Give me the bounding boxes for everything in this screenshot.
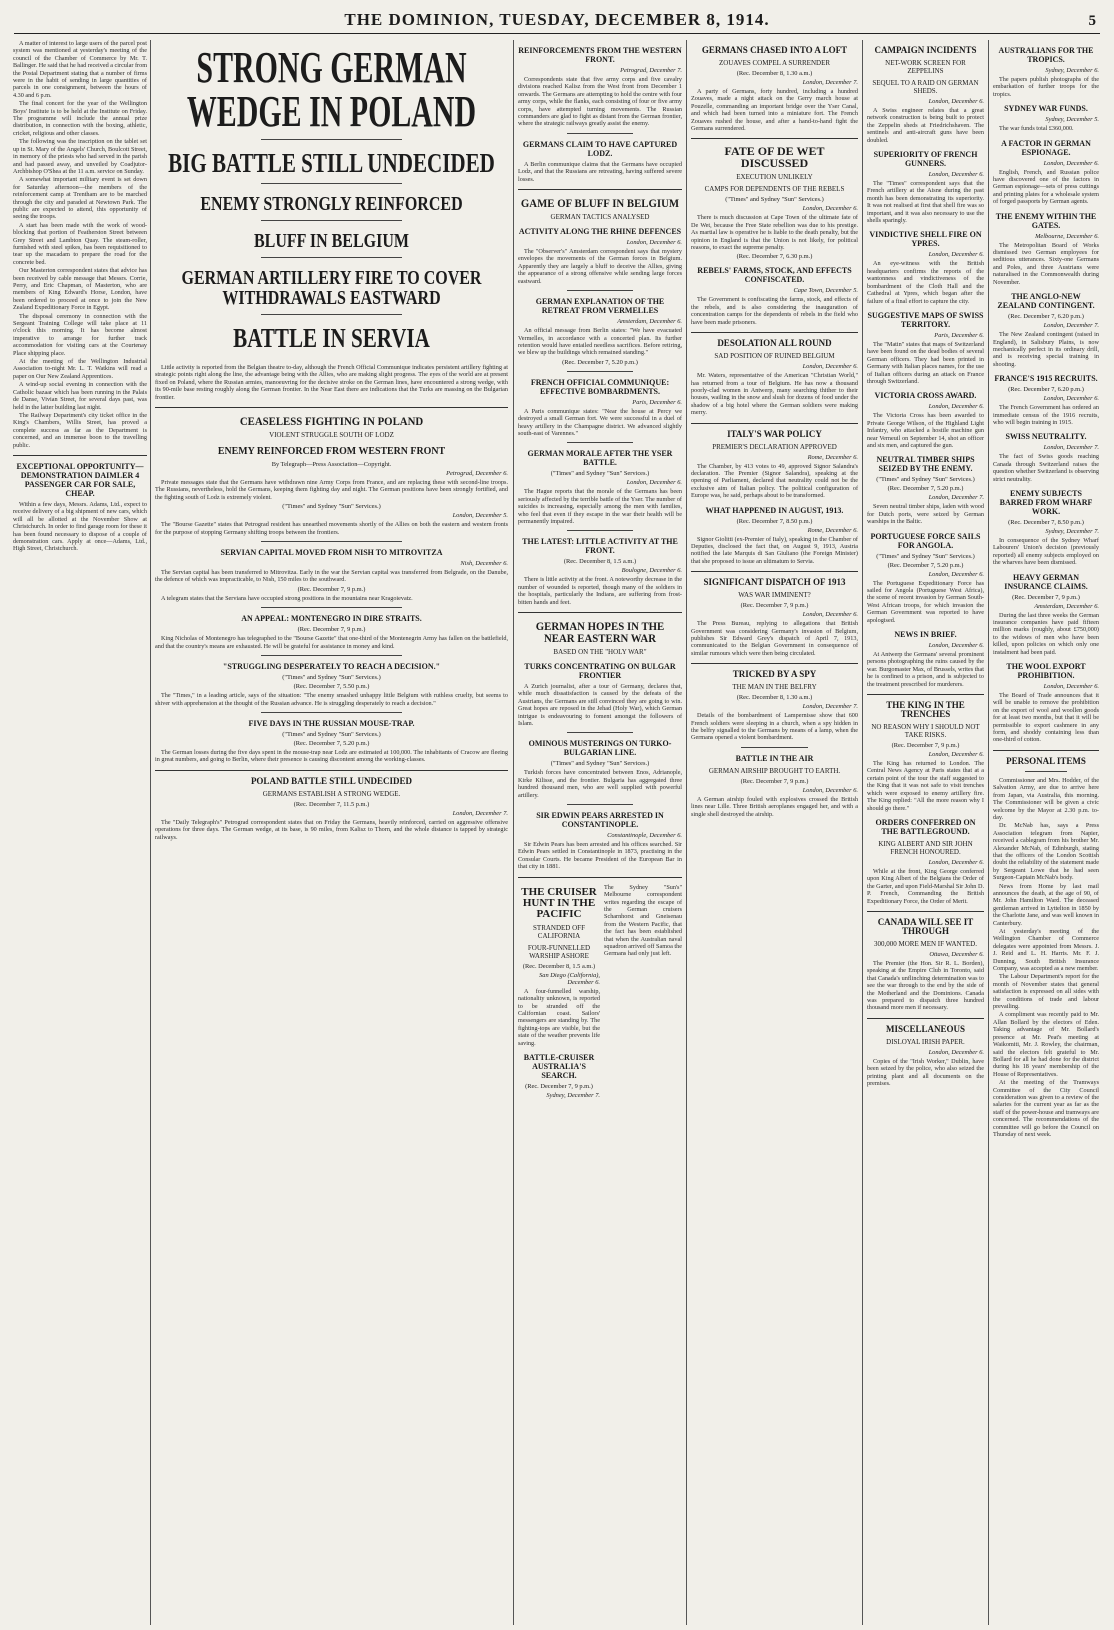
dateline: Sydney, December 5.: [1045, 116, 1099, 124]
dateline: Amsterdam, December 6.: [617, 318, 682, 326]
section-heading: ENEMY SUBJECTS BARRED FROM WHARF WORK.: [999, 488, 1093, 516]
dateline: London, December 6.: [626, 239, 682, 247]
section-heading: FRENCH OFFICIAL COMMUNIQUE: EFFECTIVE BOMBARDMENTS.: [530, 377, 670, 396]
headline: GERMAN ARTILLERY FIRE TO COVER WITHDRAWALS EASTWARD: [181, 267, 482, 309]
section-heading: ORDERS CONFERRED ON THE BATTLEGROUND.: [875, 817, 976, 836]
section-heading: SUGGESTIVE MAPS OF SWISS TERRITORY.: [867, 310, 984, 329]
received-time: (Rec. December 8, 1.5 a.m.): [563, 558, 637, 566]
paragraph: The King has returned to London. The Central News Agency at Paris states that at a certain point of the tour the staff suggested to the King that it was not safe to visit trenches which were exposed to enemy artillery fire. The King replied: "All the more reason why I should go there.": [867, 760, 984, 812]
paragraph: Dr. McNab has, says a Press Association telegram from Napier, received a cablegram from his brother Mr. Alexander McNab, of Edinburgh, stating that the officers of the London Scottish doubt the reliability of the statement made by Sergeant Lowe that he had seen Surgeon-Captain McNab's body.: [993, 822, 1099, 882]
paragraph: Turkish forces have concentrated between Enos, Adrianople, Kirke Kilisse, and the frontier. Bulgaria has aggregated three hundred thousand men, who are well supplied with powerful artillery.: [518, 769, 682, 799]
divider: [567, 442, 633, 443]
paragraph: In consequence of the Sydney Wharf Labourers' Union's decision (previously reported) all enemy subjects employed on the wharves have been dismissed.: [993, 536, 1099, 567]
paragraph: The Premier (the Hon. Sir R. L. Borden), speaking at the Empire Club in Toronto, said that Canada's unflinching determination was to see the war through to the end by the side of the Motherland and the Dominions. Canada was prepared to dispatch three hundred thousand more men if necessary.: [867, 959, 984, 1012]
paragraph: The Board of Trade announces that it will be unable to remove the prohibition on the export of wool and woollen goods for at least two months, but that it will be permissible to export cashmere in any form, and shoddy containing less than one-third of cotton.: [993, 692, 1099, 744]
paragraph: The Railway Department's city ticket office in the King's Chambers, Willis Street, has proved a complete success as far as the Department is concerned, and an immense boon to the travelling public.: [13, 411, 147, 449]
paragraph: The war funds total £360,000.: [999, 125, 1074, 133]
paragraph: Details of the bombardment of Lampernisse show that 600 French soldiers were sleeping in a church, when a spy hidden in the belfry signalled to the Germans by means of a lamp, when the Germans opened a violent bombardment.: [691, 712, 858, 742]
dateline: London, December 6.: [802, 786, 858, 794]
dateline: London, December 7.: [452, 809, 508, 817]
divider: [567, 133, 633, 134]
paragraph: There is little activity at the front. A noteworthy decrease in the number of wounded is reported, though many of the soldiers in the hospitals, particularly the Indians, are suffering from frost-bitten hands and feet.: [518, 576, 682, 606]
received-time: (Rec. December 7, 5.50 p.m.): [293, 683, 370, 691]
column-main-story: [152, 40, 511, 1625]
section-heading: CANADA WILL SEE IT THROUGH: [877, 916, 974, 936]
paragraph: The Press Bureau, replying to allegations that British Government was considering Germany's invasion of Belgium, publishes Sir Edward Grey's dispatch of April 7, 1913, communicated to the Belgian Government in consequence of similar rumours which were then being circulated.: [691, 620, 858, 657]
section-heading: ACTIVITY ALONG THE RHINE DEFENCES: [518, 227, 682, 237]
section-heading: THE ENEMY WITHIN THE GATES.: [995, 211, 1097, 230]
subheadline: KING ALBERT AND SIR JOHN FRENCH HONOURED.: [878, 839, 973, 856]
divider: [261, 314, 402, 315]
section-heading: AUSTRALIANS FOR THE TROPICS.: [998, 46, 1094, 64]
dateline: Boulogne, December 6.: [621, 567, 682, 575]
paragraph: The Labour Department's report for the month of November states that general satisfaction is expressed on all sides with the conditions of trade and labour prevailing.: [993, 973, 1099, 1011]
divider: [567, 290, 633, 291]
section-heading: SUPERIORITY OF FRENCH GUNNERS.: [873, 150, 978, 169]
dateline: London, December 6.: [928, 1048, 984, 1056]
paragraph: An eye-witness with the British headquarters confirms the reports of the wantonness and vindictiveness of the bombardment of the Cloth Hall and the Cathedral at Ypres, which began after the failure of a final effort to capture the city.: [867, 260, 984, 305]
dateline: London, December 6.: [928, 858, 984, 866]
paragraph: An official message from Berlin states: "We have evacuated Vermelles, in accordance with a concerted plan. Its further retention would have entailed needless sacrifices. Before retiring, we blew up the buildings which remained standing.": [518, 327, 682, 357]
paragraph: Our Masterton correspondent states that advice has been received by cable message that Messrs. Corrie, Perry, and Eric Chapman, of Masterton, who are members of King Edward's Horse, London, have been ordered to proceed at once to join the New Zealand Expeditionary Force in Egypt.: [13, 267, 147, 312]
column-rule: [862, 40, 863, 1625]
section-heading: HEAVY GERMAN INSURANCE CLAIMS.: [1004, 572, 1088, 591]
subheadline: PREMIER'S DECLARATION APPROVED: [712, 442, 837, 451]
section-heading: VICTORIA CROSS AWARD.: [874, 391, 977, 401]
divider: [261, 607, 402, 608]
dateline: London, December 6.: [928, 251, 984, 259]
dateline: Paris, December 6.: [632, 398, 682, 406]
section-heading: NEWS IN BRIEF.: [894, 630, 957, 640]
section-heading: SYDNEY WAR FUNDS.: [1004, 104, 1088, 114]
wire-source: ("Times" and Sydney "Sun" Services.): [550, 760, 650, 768]
paragraph: The "Daily Telegraph's" Petrograd correspondent states that on Friday the Germans, heavily reinforced, carried on aggressive offensive operations for three days. The German wedge, at its base, is 90 miles, from Kalisz to Thorn, and the whole distance is tapped by strategic railways.: [155, 818, 508, 841]
divider: [518, 612, 682, 613]
column-rule: [150, 40, 151, 1625]
wire-source: ("Times" and Sydney "Sun" Services.): [282, 674, 381, 682]
dateline: London, December 6.: [928, 642, 984, 650]
section-heading: SERVIAN CAPITAL MOVED FROM NISH TO MITROVITZA: [220, 548, 443, 558]
column-rule: [686, 40, 687, 1625]
dateline: London, December 6.: [802, 611, 858, 619]
paragraph: The Metropolitan Board of Works dismissed two German employees for seditious utterances. Sixty-one Germans and Poles, and three Austrians were naturalised in the Commonwealth during November.: [993, 241, 1099, 286]
divider: [261, 220, 402, 221]
dateline: London, December 7.: [1043, 444, 1099, 452]
column-western-front: [515, 40, 685, 1625]
divider: [567, 732, 633, 733]
dateline: London, December 6.: [928, 98, 984, 105]
section-heading: SIR EDWIN PEARS ARRESTED IN CONSTANTINOPLE.: [536, 811, 664, 830]
paragraph: The New Zealand contingent (raised in England), in Salisbury Plains, is now mechanically perfect in its ordinary drill, and is receiving special training in shooting.: [993, 331, 1099, 368]
wire-source: ("Times" and Sydney "Sun" Services.): [876, 476, 975, 484]
paragraph: The following was the inscription on the tablet set up in St. Mary of the Angels' Church, Boulcott Street, in memory of the priests who had served in the parish and had passed away, and unveiled by Coadjutor-Archbishop O'Shea at the 11 a.m. service on Sunday.: [13, 138, 147, 175]
wire-source: ("Times" and Sydney "Sun" Services.): [550, 470, 650, 478]
section-heading: NEUTRAL TIMBER SHIPS SEIZED BY THE ENEMY.: [876, 455, 975, 474]
dateline: London, December 7.: [928, 494, 984, 502]
paragraph: A party of Germans, forty hundred, including a hundred Zouaves, made a night attack on the Gerry march house at Pouzelle, commanding an important bridge over the Yser Canal, and which had been turned into a miniature fort. The French Zouaves rushed the house, and after a hand-to-hand fight the Germans surrendered.: [691, 88, 858, 133]
section-heading: A FACTOR IN GERMAN ESPIONAGE.: [1001, 138, 1091, 157]
dateline: London, December 6.: [1043, 159, 1099, 167]
section-heading: DESOLATION ALL ROUND: [717, 338, 832, 349]
dateline: London, December 6.: [802, 205, 858, 213]
paragraph: The Servian capital has been transferred to Mitrovitza. Early in the war the Servian capital was transferred from Belgrade, on the Danube, the defence of which was impracticable, to Nish, 150 miles to the southward.: [155, 569, 508, 584]
received-time: (Rec. December 7, 11.5 p.m.): [293, 800, 370, 808]
paragraph: While at the front, King George conferred upon King Albert of the Belgians the Order of the Garter, and upon Field-Marshal Sir John D. P. French, Commanding the British Expeditionary Force, the Order of Merit.: [867, 867, 984, 905]
divider: [261, 183, 402, 184]
section-heading: REBELS' FARMS, STOCK, AND EFFECTS CONFISCATED.: [697, 266, 852, 285]
section-heading: MISCELLANEOUS: [885, 1023, 966, 1034]
paragraph: King Nicholas of Montenegro has telegraphed to the "Bourse Gazette" that one-third of the Montenegrin Army has fallen on the battlefield, and that the country's means are exhausted. He will be grateful for assistance in money and kind.: [155, 635, 508, 650]
divider: [567, 804, 633, 805]
dateline: Amsterdam, December 6.: [1034, 602, 1099, 610]
dateline: London, December 6.: [928, 570, 984, 578]
divider: [567, 371, 633, 372]
paragraph: A Swiss engineer relates that a great network construction is being built to protect the Zeppelin sheds at Friedrichshaven. The sentinels and anti-aircraft guns have been doubled.: [867, 107, 984, 144]
newspaper-title: THE DOMINION, TUESDAY, DECEMBER 8, 1914.: [344, 10, 770, 29]
dateline: Petrograd, December 6.: [446, 470, 508, 478]
dateline: London, December 6.: [928, 171, 984, 179]
dateline: Sydney, December 7.: [546, 1091, 600, 1099]
wire-source: ("Times" and Sydney "Sun" Services.): [725, 196, 824, 204]
dateline: Paris, December 6.: [934, 331, 984, 339]
paragraph: The "Bourse Gazette" states that Petrograd resident has unearthed movements shortly of the Allies on both the eastern and western fronts for the purpose of stopping Germany shifting troops between the frontiers.: [155, 521, 508, 536]
paragraph: The Victoria Cross has been awarded to Private George Wilson, of the Highland Light Infantry, who attacked a hostile machine gun near Verneuil on September 14, shot an officer and six men, and captured the gun.: [867, 412, 984, 449]
paragraph: The Sydney "Sun's" Melbourne correspondent writes regarding the escape of the German cruisers Scharnhorst and Gneisenau from the Western Pacific, that the fact has been established that when the Australian naval squadron arrived off Samoa the Germans had only just left.: [604, 883, 682, 958]
divider: [155, 407, 508, 408]
received-time: (Rec. December 7, 9 p.m.): [297, 626, 366, 634]
paragraph: The papers publish photographs of the embarkation of further troops for the tropics.: [993, 76, 1099, 98]
section-heading: FRANCE'S 1915 RECRUITS.: [994, 374, 1098, 384]
dateline: Melbourne, December 6.: [1035, 232, 1099, 240]
divider: [261, 712, 402, 713]
column-rule: [513, 40, 514, 1625]
received-time: (Rec. December 7, 9 p.m.): [297, 585, 366, 593]
subheadline: 300,000 MORE MEN IF WANTED.: [874, 939, 977, 948]
headline: BIG BATTLE STILL UNDECIDED: [168, 148, 495, 178]
paragraph: Mr. Waters, representative of the American "Christian World," has returned from a tour of Belgium. He has now a thousand poorly-clad women in Antwerp, many searching thither to their houses, wailing in the snow and slush for dozens of food under the shadow of a big hotel where the German soldiers were making merry.: [691, 372, 858, 417]
wire-source: ("Times" and Sydney "Sun" Services.): [282, 503, 381, 511]
paragraph: The Hague reports that the morale of the Germans has been seriously affected by the terrible battle of the Yser. The number of suicides is increasing, especially among the men with families, who feel that even if they escape in the war their health will be permanently impaired.: [518, 488, 682, 525]
paragraph: During the last three weeks the German insurance companies have paid fifteen million marks (roughly, about £750,000) to the widows of men who have been killed, upon policies on which only one instalment had been paid.: [993, 611, 1099, 656]
received-time: (Rec. December 8, 1.30 a.m.): [736, 70, 813, 77]
headline: ENEMY REINFORCED FROM WESTERN FRONT: [217, 445, 446, 458]
subheadline: GERMANS ESTABLISH A STRONG WEDGE.: [262, 789, 401, 798]
divider: [261, 257, 402, 258]
section-heading: GERMAN MORALE AFTER THE YSER BATTLE.: [527, 449, 673, 468]
paragraph: Commissioner and Mrs. Hodder, of the Salvation Army, are due to arrive here from Japan, via Australia, this morning. The Commissioner will be given a civic welcome by the Mayor at 2.30 p.m. to-day.: [993, 776, 1099, 821]
divider: [518, 189, 682, 190]
section-heading: TURKS CONCENTRATING ON BULGAR FRONTIER: [524, 662, 676, 680]
paragraph: A wind-up social evening in connection with the Catholic bazaar which has been running in the Palais de Danse, Vivian Street, for several days past, was held in the latter building last night.: [13, 381, 147, 411]
paragraph: Correspondents state that five army corps and five cavalry divisions reached Kalisz from the West front from December 1 onwards. The Germans are attempting to hold the centre with four army corps, while the flanks, each consisting of four or five army corps, have attempted turning movements. The Russian commanders are glad to fight as distant from the German frontier, where the strategic railways greatly assist the enemy.: [518, 76, 682, 128]
divider: [1025, 771, 1067, 772]
column-australasian: [990, 40, 1102, 1625]
advertisement-body: Within a few days, Messrs. Adams, Ltd., expect to receive delivery of a big shipment of new cars, which will all be allotted at the November Show at Christchurch. In order to find garage room for these it has been found necessary to dispose of a couple of demonstration cars. Apply at once—Adams, Ltd., High Street, Christchurch.: [13, 500, 147, 553]
section-heading: THE KING IN THE TRENCHES: [886, 700, 965, 720]
paragraph: A Paris communique states: "Near the house at Percy we destroyed a small German fort. We were successful in a duel of heavy artillery in the Champagne district. We advanced slightly south-east of Varennes.": [518, 407, 682, 437]
paragraph: Signor Giolitti (ex-Premier of Italy), speaking in the Chamber of Deputies, disclosed the fact that, on August 9, 1913, Austria notified the late Marquis di San Giuliano (the Foreign Minister) that she proposed to issue an ultimatum to Servia.: [691, 535, 858, 565]
wire-source: By Telegraph—Press Association—Copyright.: [271, 461, 392, 469]
paragraph: At Antwerp the Germans' several prominent persons photographing the ruins caused by the war. Burgomaster Max, of Brussels, writes that he is confined to a prison, and is subjected to the treatment prescribed for murderers.: [867, 651, 984, 688]
subheadline: ZOUAVES COMPEL A SURRENDER: [718, 59, 831, 67]
paragraph: A telegram states that the Servians have occupied strong positions in the mountains near Kragoievatz.: [161, 594, 413, 602]
headline: BATTLE IN SERVIA: [233, 323, 430, 353]
paragraph: The fact of Swiss goods reaching Canada through Switzerland raises the question whether Switzerland is observing strict neutrality.: [993, 453, 1099, 483]
paragraph: A Zurich journalist, after a tour of Germany, declares that, while much dissatisfaction is caused by the defeats of the Austrians, the Germans are still convinced they are going to win. Great hopes are reposed in the Jehad (Holy War), which German intrigue is endeavouring to foment amongst the followers of Islam.: [518, 683, 682, 728]
divider: [691, 571, 858, 572]
divider: [691, 663, 858, 664]
section-heading: PORTUGUESE FORCE SAILS FOR ANGOLA.: [870, 531, 981, 550]
dateline: Ottawa, December 6.: [929, 950, 984, 958]
section-heading: TRICKED BY A SPY: [732, 669, 817, 680]
section-heading: GERMAN EXPLANATION OF THE RETREAT FROM VERMELLES: [535, 297, 665, 316]
divider: [261, 139, 402, 140]
subheadline: NO REASON WHY I SHOULD NOT TAKE RISKS.: [871, 723, 980, 740]
section-heading: AN APPEAL: MONTENEGRO IN DIRE STRAITS.: [241, 614, 422, 624]
summary-paragraph: Little activity is reported from the Belgian theatre to-day, although the French Official Communique indicates persistent artillery fighting at strategic points right along the line, the advantage being with the Allies, who are making slight progress. The eyes of the world are at present fixed on Poland, where the Russian armies, manoeuvring for the decisive stroke on the German lines, have encountered a strong wedge, with its 90-mile base resting roughly along the German frontier. In the Near East there are indications that the Turks are massing on the Bulgarian frontier.: [155, 364, 508, 401]
page-number: 5: [1088, 13, 1096, 29]
paragraph: The French Government has ordered an immediate census of the 1916 recruits, who will begin training in 1915.: [993, 404, 1099, 426]
received-time: (Rec. December 7, 9 p.m.): [891, 742, 960, 750]
section-heading: BATTLE IN THE AIR: [735, 753, 814, 763]
paragraph: The Government is confiscating the farms, stock, and effects of the rebels, and is also considering the inauguration of concentration camps for the dependents of rebels in the field who have been made prisoners.: [691, 296, 858, 326]
paragraph: Seven neutral timber ships, laden with wood for Dutch ports, were seized by German warships in the Baltic.: [867, 503, 984, 526]
wire-source: ("Times" and Sydney "Sun" Services.): [876, 552, 975, 560]
dateline: London, December 6.: [928, 403, 984, 411]
subheadline: EXECUTION UNLIKELY: [736, 173, 813, 182]
section-heading: BATTLE-CRUISER AUSTRALIA'S SEARCH.: [523, 1052, 595, 1080]
subheadline: SEQUEL TO A RAID ON GERMAN SHEDS.: [872, 79, 979, 95]
headline: GERMAN HOPES IN THE NEAR EASTERN WAR: [535, 619, 665, 645]
headline: GAME OF BLUFF IN BELGIUM: [520, 196, 680, 211]
divider: [691, 423, 858, 424]
section-heading: GERMANS CHASED INTO A LOFT: [701, 45, 848, 55]
dateline: Constantinople, December 6.: [607, 832, 682, 840]
headline: ENEMY STRONGLY REINFORCED: [200, 193, 463, 215]
paragraph: At yesterday's meeting of the Wellington Chamber of Commerce delegates were appointed from Messrs. J. J. Reid and L. H. Harris. Mr. F. J. Dunning, South British Insurance Company, was accepted as a new member.: [993, 928, 1099, 973]
paragraph: The "Matin" states that maps of Switzerland have been found on the dead bodies of several German officers. They had been printed in Germany with Italian places names, for the use of Italian officers during an attack on France through Switzerland.: [867, 340, 984, 385]
received-time: (Rec. December 7, 8.50 p.m.): [1008, 518, 1084, 526]
divider: [867, 911, 984, 912]
dateline: London, December 7.: [802, 703, 858, 711]
subheadline: CAMPS FOR DEPENDENTS OF THE REBELS: [704, 185, 845, 194]
dateline: Sydney, December 7.: [1045, 527, 1099, 535]
received-time: (Rec. December 8, 1.5 a.m.): [522, 962, 596, 970]
section-heading: VINDICTIVE SHELL FIRE ON YPRES.: [869, 230, 982, 249]
received-time: (Rec. December 7, 6.20 p.m.): [1008, 386, 1084, 394]
divider: [691, 332, 858, 333]
paragraph: The "Times" correspondent says that the French artillery at the Aisne during the past month has been demonstrating its superiority. It was not realised at first that shell fire was so important, and it was also necessary to use the shells sparingly.: [867, 180, 984, 225]
paragraph: English, French, and Russian police have discovered one of the factors in German espionage—sets of press cuttings and printing plates for a wholesale system of forged passports by German agents.: [993, 168, 1099, 206]
divider: [518, 877, 682, 878]
section-heading: PERSONAL ITEMS: [1006, 755, 1086, 766]
divider: [993, 750, 1099, 751]
section-heading: GERMANS CLAIM TO HAVE CAPTURED LODZ.: [522, 139, 678, 158]
section-heading: OMINOUS MUSTERINGS ON TURKO-BULGARIAN LINE.: [528, 739, 672, 758]
divider: [741, 747, 808, 748]
dateline: Rome, December 6.: [807, 453, 858, 461]
headline: FATE OF DE WET DISCUSSED: [724, 144, 825, 171]
paragraph: The "Times," in a leading article, says of the situation: "The enemy smashed unhappy little Belgium with ruthless cruelty, but seems to shiver with apprehension at the thought of the Russian advance. He is struggling desperately to reach a decision.": [155, 692, 508, 707]
received-time: (Rec. December 7, 8.50 p.m.): [736, 517, 813, 525]
divider: [867, 694, 984, 695]
paragraph: Private messages state that the Germans have withdrawn nine Army Corps from France, and are replacing these with second-line troops. The Russians, nevertheless, hold the Germans, keeping them fighting day and night. The German positions have been strongly fortified, and the fighting south of Lodz is extremely violent.: [155, 479, 508, 501]
paragraph: The Portuguese Expeditionary Force has sailed for Angola (Portuguese West Africa), the scene of recent invasion by German South-West African troops, for which invasion the German Government was reported to have apologised.: [867, 579, 984, 624]
dateline: London, December 5.: [452, 512, 508, 520]
divider: [867, 1018, 984, 1019]
subheadline: STRANDED OFF CALIFORNIA: [533, 923, 585, 940]
subheadline: VIOLENT STRUGGLE SOUTH OF LODZ: [269, 431, 394, 440]
divider: [261, 541, 402, 542]
paragraph: A start has been made with the work of wood-blocking that portion of Featherston Street between Grey Street and Lambton Quay. The steam-roller, furnished with steel spikes, has been requisitioned to tear up the macadam to prepare the road for the concrete bed.: [13, 221, 147, 266]
divider: [691, 138, 858, 139]
headline: BLUFF IN BELGIUM: [254, 230, 409, 252]
advertisement-heading: EXCEPTIONAL OPPORTUNITY—DEMONSTRATION DAIMLER 4 PASSENGER CAR FOR SALE, CHEAP.: [16, 461, 144, 498]
received-time: (Rec. December 7, 9 p.m.): [740, 602, 809, 610]
subheadline: WAS WAR IMMINENT?: [738, 591, 811, 600]
paragraph: The German losses during the five days spent in the mouse-trap near Lodz are estimated at 100,000. The inhabitants of Cracow are fleeing in great numbers, and going to Berlin, where their presence is causing discontent among the working-classes.: [155, 748, 508, 764]
subheadline: DISLOYAL IRISH PAPER.: [886, 1037, 965, 1046]
received-time: (Rec. December 7, 5.20 p.m.): [887, 561, 964, 569]
paragraph: A compliment was recently paid to Mr. Allan Bollard by the electors of Eden. Taking advantage of Mr. Bollard's presence at Mr. Peat's meeting at Waikomiti, Mr. J. Rowley, the chairman, said the electors felt grateful to Mr. Bollard for all he had done for the district during his 18 years' membership of the House of Representatives.: [993, 1011, 1099, 1078]
wire-source: ("Times" and Sydney "Sun" Services.): [282, 730, 381, 738]
dateline: London, December 6.: [626, 479, 682, 487]
paragraph: A German airship fouled with explosives crossed the British lines near Lille. Three British aeroplanes engaged her, and with a single shell destroyed the airship.: [691, 795, 858, 818]
divider: [261, 655, 402, 656]
dateline: San Diego (California), December 6.: [539, 971, 600, 986]
dateline: London, December 7.: [1043, 322, 1099, 330]
section-heading: THE ANGLO-NEW ZEALAND CONTINGENT.: [997, 292, 1095, 311]
dateline: Nish, December 6.: [460, 560, 508, 568]
subheadline: FOUR-FUNNELLED WARSHIP ASHORE: [527, 943, 591, 960]
paragraph: A somewhat important military event is set down for Saturday afternoon—the members of the reinforcement camp at Trentham are to be marched through the city and paraded at Newtown Park. The public are expected to attend, this opportunity of seeing the troops.: [13, 176, 147, 221]
divider: [13, 455, 147, 456]
received-time: (Rec. December 7, 5.20 p.m.): [887, 485, 964, 493]
dateline: London, December 6.: [928, 751, 984, 759]
paragraph: Sir Edwin Pears has been arrested and his offices searched. Sir Edwin Pears settled in Constantinople in 1873, practising in the Consular Courts. He became President of the European Bar in that city in 1881.: [518, 841, 682, 871]
received-time: (Rec. December 7, 9 p.m.): [740, 777, 809, 785]
section-heading: "STRUGGLING DESPERATELY TO REACH A DECISION.": [222, 662, 441, 672]
column-campaign-incidents: [864, 40, 987, 1625]
subheadline: SAD POSITION OF RUINED BELGIUM: [714, 352, 835, 361]
subheadline: GERMAN TACTICS ANALYSED: [550, 213, 650, 222]
subheadline: THE MAN IN THE BELFRY: [732, 683, 817, 692]
received-time: (Rec. December 7, 5.20 p.m.): [293, 739, 370, 747]
section-heading: REINFORCEMENTS FROM THE WESTERN FRONT.: [518, 46, 682, 64]
paragraph: The "Observer's" Amsterdam correspondent says that mystery envelopes the movements of the German forces in Belgium. Apparently they are largely a bluff to deceive the Allies, giving the appearance of a strong offensive while sending large forces eastward.: [518, 248, 682, 285]
subheadline: NET-WORK SCREEN FOR ZEPPELINS: [885, 59, 966, 75]
paragraph: There is much discussion at Cape Town of the ultimate fate of De Wet, because the Free State rebellion was due to his prestige. As martial law is operative he is liable to the death penalty, but the opinion in England is that the Union is not likely, for political reasons, to exact the supreme penalty.: [691, 214, 858, 252]
column-rule: [988, 40, 989, 1625]
column-overseas: [688, 40, 861, 1625]
subheadline: BASED ON THE "HOLY WAR": [553, 648, 647, 656]
headline: CEASELESS FIGHTING IN POLAND: [239, 414, 424, 429]
paragraph: The disposal ceremony in connection with the Sergeant Training College will take place at 11 o'clock this morning. It has become almost imperative to arrange for further track accommodation for visiting cars at the Courtenay Place shipping place.: [13, 312, 147, 357]
paragraph: The final concert for the year of the Wellington Boys' Institute is to be held at the Institute on Friday. The programme will include the annual prize distribution, in connection with the boxing, athletic, cricket, religious and other classes.: [13, 100, 147, 137]
section-heading: SWISS NEUTRALITY.: [1005, 432, 1087, 442]
dateline: London, December 6.: [1043, 683, 1099, 691]
dateline: Rome, December 6.: [807, 526, 858, 534]
headline: THE CRUISER HUNT IN THE PACIFIC: [521, 885, 597, 920]
masthead: [14, 8, 1100, 34]
divider: [567, 530, 633, 531]
lead-headline: STRONG GERMAN WEDGE IN POLAND: [186, 43, 477, 136]
section-heading: ITALY'S WAR POLICY: [727, 428, 822, 439]
dateline: Cape Town, December 5.: [793, 287, 858, 295]
received-time: (Rec. December 7, 6.20 p.m.): [1008, 313, 1084, 321]
section-heading: WHAT HAPPENED IN AUGUST, 1913.: [705, 505, 844, 515]
paragraph: At the meeting of the Wellington Industrial Association to-night Mr. L. T. Watkins will read a paper on Our New Zealand Apprentices.: [13, 358, 147, 380]
paragraph: Copies of the "Irish Worker," Dublin, have been seized by the police, who also seized the printing plant and all documents on the premises.: [867, 1057, 984, 1087]
paragraph: The Chamber, by 413 votes to 49, approved Signor Salandra's declaration. The Premier (Signor Salandra), speaking at the opening of Parliament, declared that neutrality could not be the exclusive aim of Italian policy. The political configuration of Europe was, he said, perhaps about to be transformed.: [691, 462, 858, 500]
column-local-news: [10, 40, 150, 1625]
section-heading: POLAND BATTLE STILL UNDECIDED: [250, 775, 413, 786]
received-time: (Rec. December 8, 1.30 a.m.): [736, 694, 813, 702]
received-time: (Rec. December 7, 9 p.m.): [1012, 593, 1080, 601]
section-heading: CAMPAIGN INCIDENTS: [874, 45, 977, 55]
paragraph: A Berlin communique claims that the Germans have occupied Lodz, and that the Russians are retreating, having suffered severe losses.: [518, 160, 682, 183]
dateline: Petrograd, December 7.: [620, 67, 682, 74]
divider: [155, 770, 508, 771]
section-heading: SIGNIFICANT DISPATCH OF 1913: [703, 577, 846, 588]
received-time: (Rec. December 7, 9 p.m.): [525, 1082, 593, 1090]
paragraph: A matter of interest to large users of the parcel post system was mentioned at yesterday's meeting of the council of the Chamber of Commerce by Mr. T. Ballinger. He said that he had received a circular from the Postal Department stating that a number of firms were in the habit of sending in large quantities of parcels in one consignment, between the hours of 4.30 and 6 p.m.: [13, 40, 148, 99]
section-heading: FIVE DAYS IN THE RUSSIAN MOUSE-TRAP.: [248, 718, 415, 728]
subheadline: GERMAN AIRSHIP BROUGHT TO EARTH.: [708, 766, 841, 775]
dateline: Sydney, December 6.: [1045, 67, 1099, 74]
section-heading: THE LATEST: LITTLE ACTIVITY AT THE FRONT.: [522, 537, 678, 556]
paragraph: At the meeting of the Tramways Committee of the City Council consideration was given to a review of the salaries for the current year as far as the staff of the power-house and tramways are concerned. The recommendations of the committee will go before the Council on Thursday of next week.: [993, 1079, 1099, 1138]
received-time: (Rec. December 7, 5.20 p.m.): [562, 358, 638, 366]
paragraph: A four-funnelled warship, nationality unknown, is reported to be stranded off the Californian coast. Sailors' messengers are standing by. The fighting-tops are visible, but the state of the weather prevents life saving.: [518, 987, 600, 1047]
received-time: (Rec. December 7, 6.30 p.m.): [736, 253, 813, 261]
paragraph: News from Home by last mail announces the death, at the age of 90, of Mr. John Hamilton Ward. The deceased gentleman arrived in Lyttelton in 1850 by the Charlotte Jane, and was well known in Canterbury.: [993, 882, 1099, 927]
section-heading: THE WOOL EXPORT PROHIBITION.: [1006, 662, 1086, 681]
dateline: London, December 7.: [802, 79, 858, 86]
dateline: London, December 6.: [802, 363, 858, 371]
dateline: London, December 6.: [1043, 395, 1099, 403]
